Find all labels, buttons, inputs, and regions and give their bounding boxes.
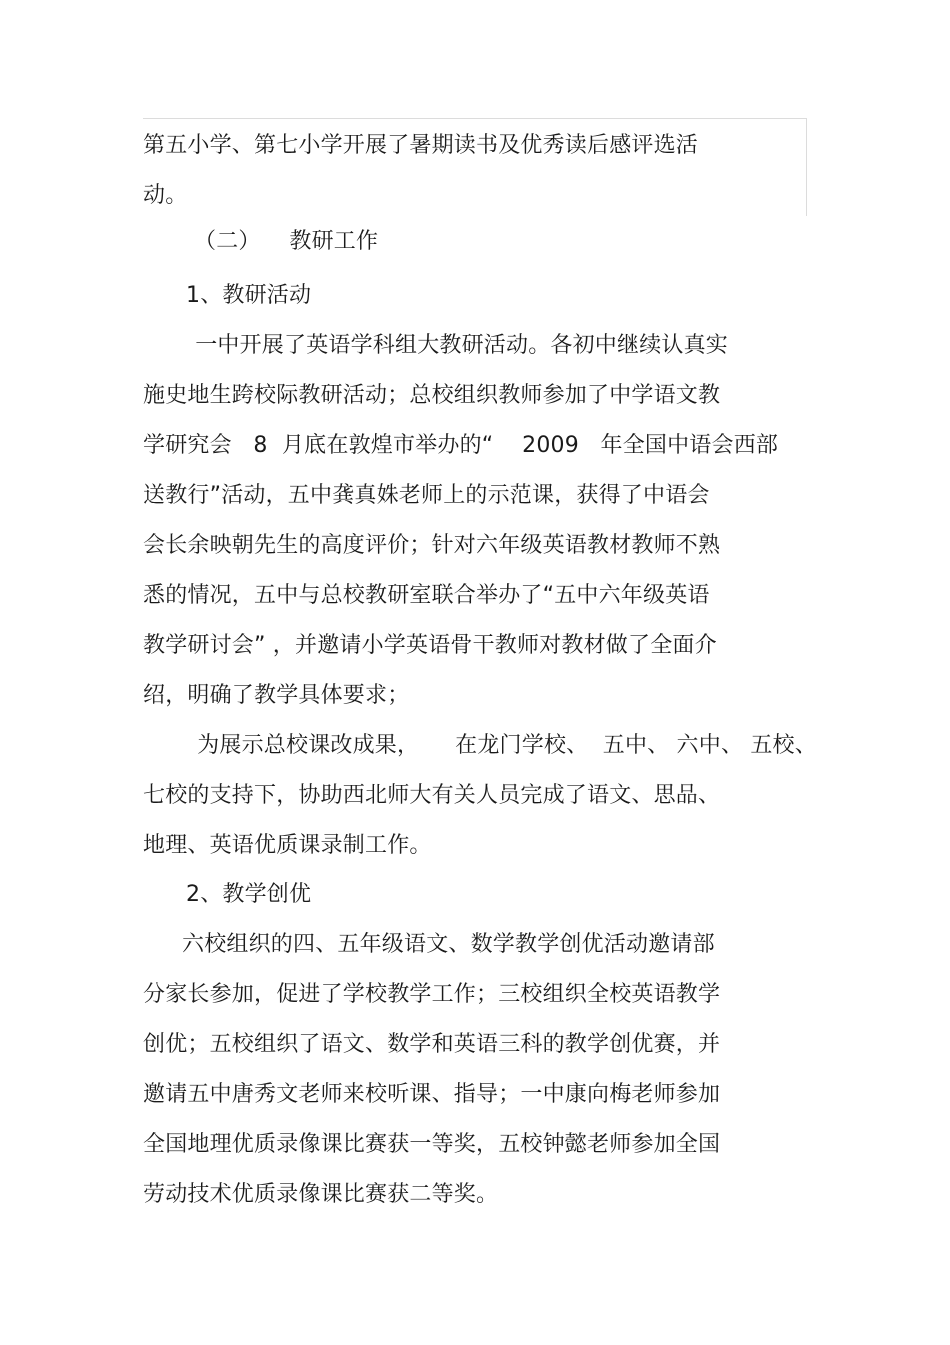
paragraph-line: 地理、英语优质课录制工作。: [143, 833, 432, 858]
paragraph-line: 悉的情况，五中与总校教研室联合举办了“五中六年级英语: [143, 583, 710, 608]
paragraph-line: 教学研讨会” ，并邀请小学英语骨干教师对教材做了全面介: [143, 633, 717, 658]
paragraph-line: 动。: [143, 183, 188, 208]
paragraph-line: 施史地生跨校际教研活动；总校组织教师参加了中学语文教: [143, 383, 721, 408]
paragraph-line: 全国地理优质录像课比赛获一等奖，五校钟懿老师参加全国: [143, 1132, 721, 1157]
paragraph-line: 绍，明确了教学具体要求；: [143, 683, 410, 708]
section-heading: （二） 教研工作: [194, 229, 379, 254]
paragraph-line: 六校组织的四、五年级语文、数学教学创优活动邀请部: [182, 932, 715, 957]
top-rule-divider: [143, 118, 807, 119]
paragraph-line: 一中开展了英语学科组大教研活动。各初中继续认真实: [188, 333, 728, 358]
paragraph-line: 创优；五校组织了语文、数学和英语三科的教学创优赛，并: [143, 1032, 721, 1057]
paragraph-line: 第五小学、第七小学开展了暑期读书及优秀读后感评选活: [143, 133, 699, 158]
paragraph-line: 劳动技术优质录像课比赛获二等奖。: [143, 1182, 499, 1207]
paragraph-line: 送教行”活动，五中龚真姝老师上的示范课，获得了中语会: [143, 483, 710, 508]
right-rule-divider: [806, 118, 807, 216]
paragraph-line: 学研究会 8 月底在敦煌市举办的“ 2009 年全国中语会西部: [143, 433, 779, 458]
subsection-heading: 2、教学创优: [186, 882, 312, 907]
paragraph-line: 会长余映朝先生的高度评价；针对六年级英语教材教师不熟: [143, 533, 721, 558]
subsection-heading: 1、教研活动: [186, 283, 312, 308]
paragraph-line: 为展示总校课改成果， 在龙门学校、 五中、 六中、 五校、: [190, 733, 817, 758]
paragraph-line: 邀请五中唐秀文老师来校听课、指导；一中康向梅老师参加: [143, 1082, 721, 1107]
paragraph-line: 七校的支持下，协助西北师大有关人员完成了语文、思品、: [143, 783, 721, 808]
paragraph-line: 分家长参加，促进了学校教学工作；三校组织全校英语教学: [143, 982, 721, 1007]
